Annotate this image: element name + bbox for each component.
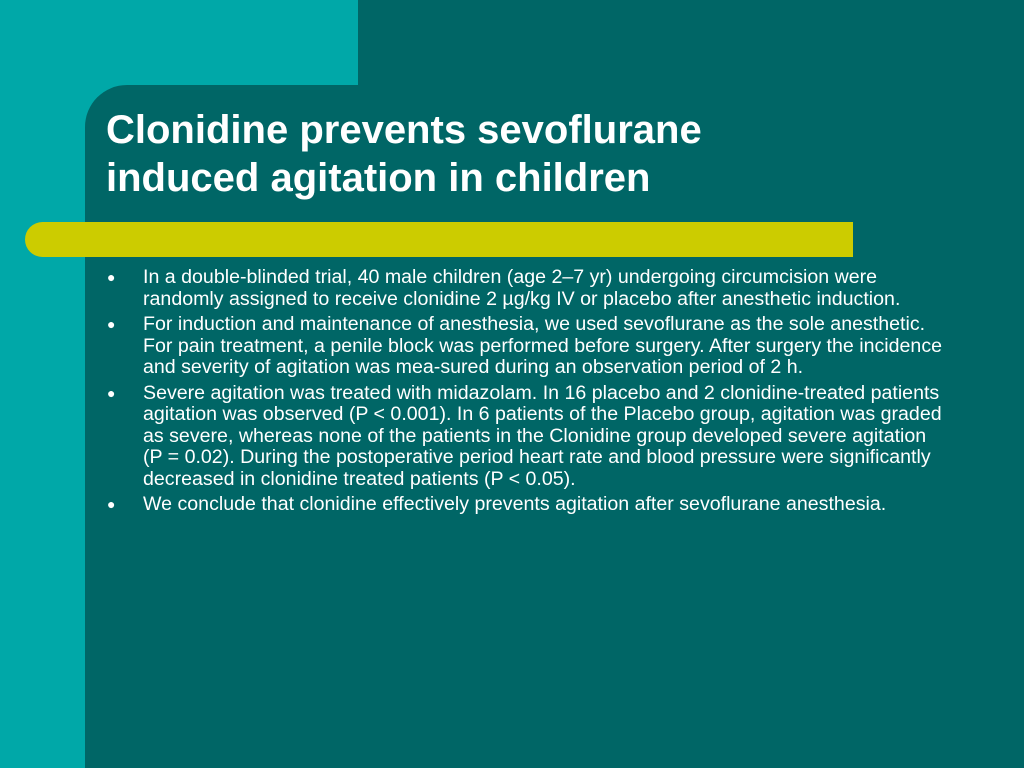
bullet-item-3 [106,383,946,491]
title-line-2: induced agitation in children [106,156,651,200]
bullet-dot-icon: ● [107,316,116,332]
dark-panel-top [358,0,1024,90]
bullet-list [106,267,946,520]
bullet-dot-icon: ● [107,269,116,285]
bullet-dot-icon: ● [107,384,116,401]
bullet-dot-icon: ● [107,496,116,512]
bullet-item-4 [106,494,946,516]
bullet-text: We conclude that clonidine effectively prevents agitation after sevoflurane anesthesia. [143,493,887,515]
bullet-text: In a double-blinded trial, 40 male children (age 2–7 yr) undergoing circumcision were randomly assigned to receive clonidine 2 µg/kg IV or placebo after anesthetic induction. [143,266,901,310]
accent-bar [25,222,853,257]
bullet-text: For induction and maintenance of anesthesia, we used sevoflurane as the sole anesthetic. For pain treatment, a penile block was performed before surgery. After surgery the incidence and severity of agitation was mea-sured during an observation period of 2 h. [143,313,943,378]
bullet-item-2 [106,314,946,379]
bullet-item-1 [106,267,946,310]
slide-title [106,106,986,202]
title-line-1: Clonidine prevents sevoflurane [106,108,702,152]
bullet-text: Severe agitation was treated with midazolam. In 16 placebo and 2 clonidine-treated patients agitation was observed (P < 0.001). In 6 patients of the Placebo group, agitation was graded as severe, whereas none of the patients in the Clonidine group developed severe agitation (P = 0.02). During the postoperative period heart rate and blood pressure were significantly decreased in clonidine treated patients (P < 0.05). [143,381,942,490]
